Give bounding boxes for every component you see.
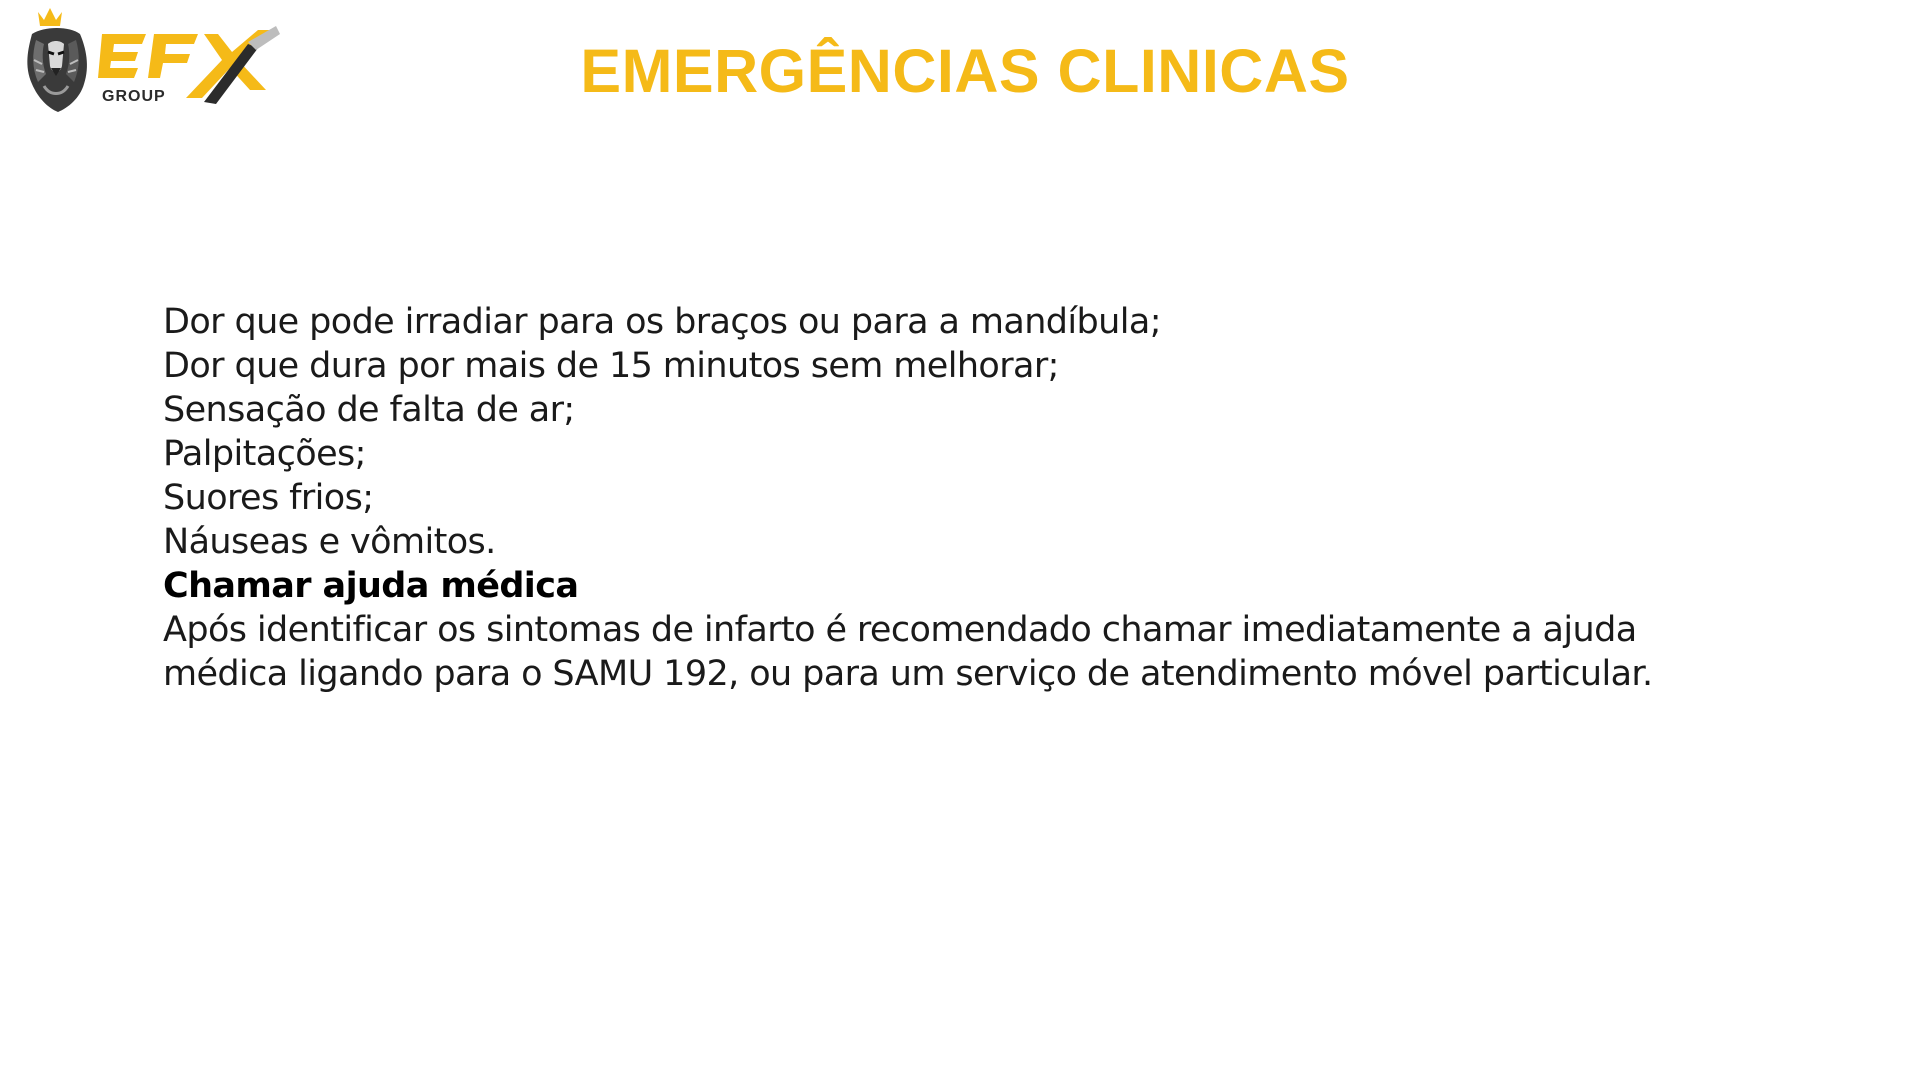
section-heading: Chamar ajuda médica (163, 566, 579, 606)
logo-subtext: GROUP (102, 88, 166, 105)
symptom-item: Sensação de falta de ar; (163, 390, 575, 430)
slide-body (163, 300, 1863, 696)
symptom-item: Suores frios; (163, 478, 374, 518)
symptom-item: Dor que pode irradiar para os braços ou para a mandíbula; (163, 302, 1161, 342)
symptom-item: Dor que dura por mais de 15 minutos sem melhorar; (163, 346, 1059, 386)
symptom-item: Náuseas e vômitos. (163, 522, 496, 562)
section-paragraph: Após identificar os sintomas de infarto é recomendado chamar imediatamente a ajuda médica ligando para o SAMU 192, ou para um serviço de atendimento móvel particular. (163, 610, 1653, 694)
symptom-item: Palpitações; (163, 434, 366, 474)
crown-icon (38, 8, 62, 26)
page-title: EMERGÊNCIAS CLINICAS (580, 37, 1350, 105)
